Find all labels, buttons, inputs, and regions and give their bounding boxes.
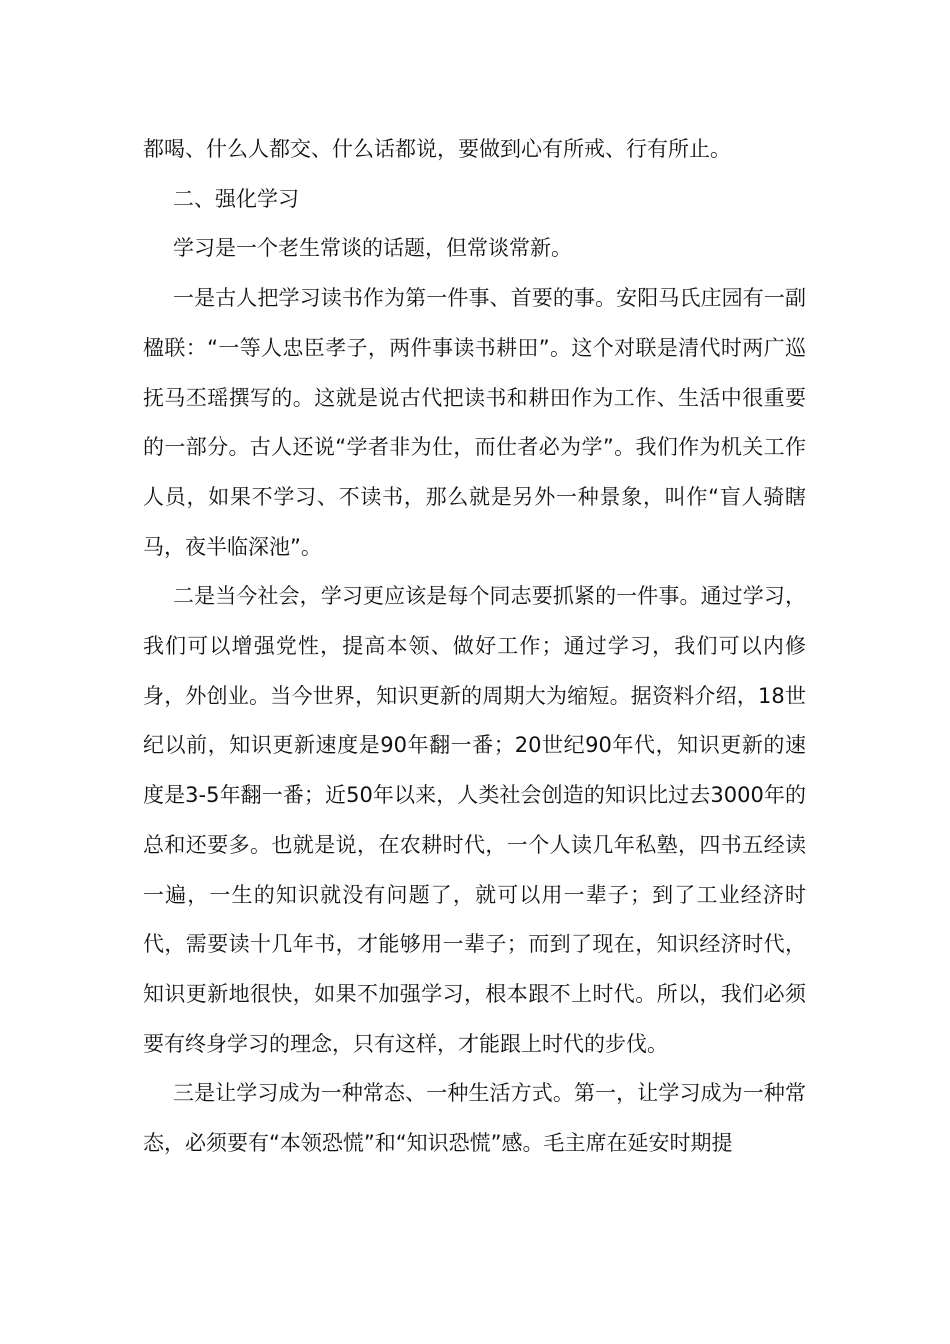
paragraph-point-two: 二是当今社会，学习更应该是每个同志要抓紧的一件事。通过学习，我们可以增强党性，提高本领、做好工作；通过学习，我们可以内修身，外创业。当今世界，知识更新的周期大为缩短。据资料介绍，18世纪以前，知识更新速度是90年翻一番；20世纪90年代，知识更新的速度是3-5年翻一番；近50年以来，人类社会创造的知识比过去3000年的总和还要多。也就是说，在农耕时代，一个人读几年私塾，四书五经读一遍，一生的知识就没有问题了，就可以用一辈子；到了工业经济时代，需要读十几年书，才能够用一辈子；而到了现在，知识经济时代，知识更新地很快，如果不加强学习，根本跟不上时代。所以，我们必须要有终身学习的理念，只有这样，才能跟上时代的步伐。	[143, 584, 806, 1056]
document-body	[143, 125, 806, 1169]
paragraph-intro: 学习是一个老生常谈的话题，但常谈常新。	[173, 236, 572, 261]
paragraph-point-three: 三是让学习成为一种常态、一种生活方式。第一，让学习成为一种常态，必须要有“本领恐慌”和“知识恐慌”感。毛主席在延安时期提	[143, 1081, 806, 1156]
section-heading: 二、强化学习	[173, 186, 299, 211]
paragraph-point-one: 一是古人把学习读书作为第一件事、首要的事。安阳马氏庄园有一副楹联：“一等人忠臣孝子，两件事读书耕田”。这个对联是清代时两广巡抚马丕瑶撰写的。这就是说古代把读书和耕田作为工作、生活中很重要的一部分。古人还说“学者非为仕，而仕者必为学”。我们作为机关工作人员，如果不学习、不读书，那么就是另外一种景象，叫作“盲人骑瞎马，夜半临深池”。	[143, 286, 806, 559]
paragraph-continuation: 都喝、什么人都交、什么话都说，要做到心有所戒、行有所止。	[143, 137, 731, 161]
